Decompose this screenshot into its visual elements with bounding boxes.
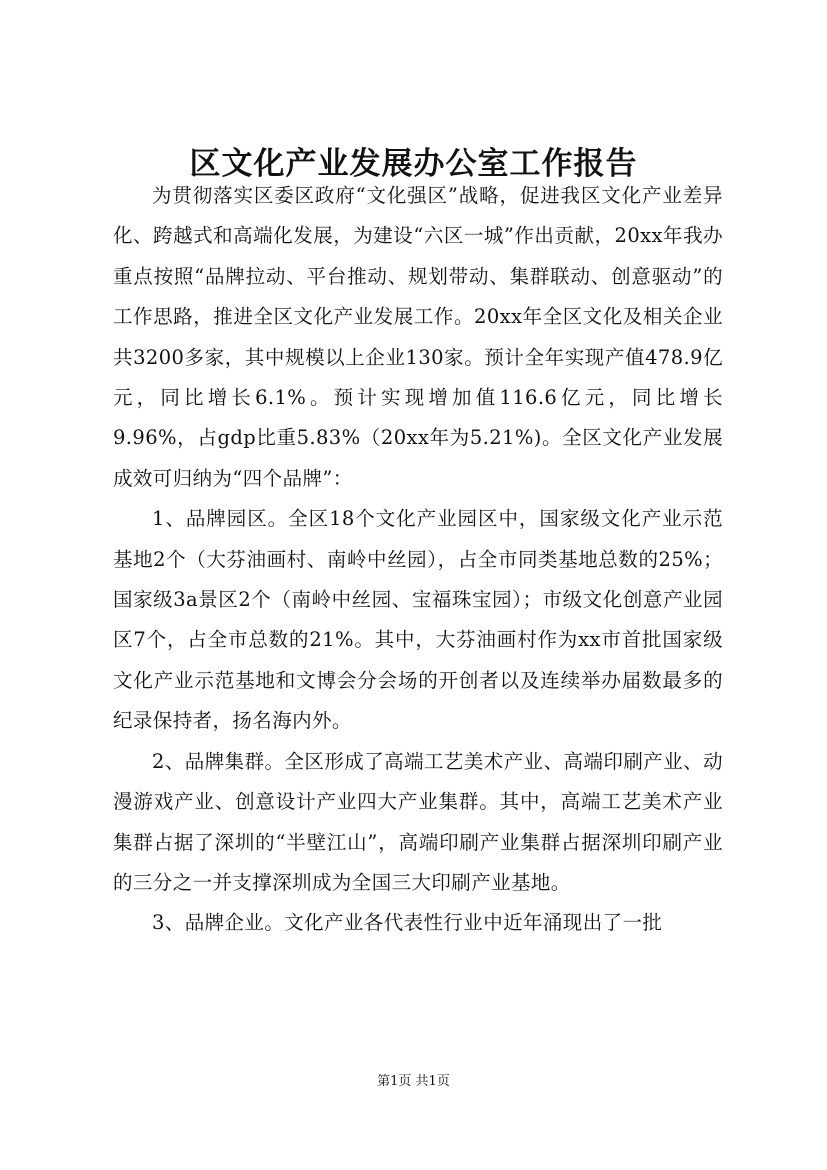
page-footer: 第1页 共1页: [377, 1074, 450, 1089]
document-title: 区文化产业发展办公室工作报告: [189, 146, 638, 182]
paragraph-brand-enterprises: 3、品牌企业。文化产业各代表性行业中近年涌现出了一批: [152, 911, 663, 935]
paragraph-brand-clusters: 2、品牌集群。全区形成了高端工艺美术产业、高端印刷产业、动漫游戏产业、创意设计产业四大产业集群。其中，高端工艺美术产业集群占据了深圳的“半壁江山”，高端印刷产业集群占据深圳印刷产业的三分之一并支撑深圳成为全国三大印刷产业基地。: [113, 749, 723, 894]
paragraph-brand-parks: 1、品牌园区。全区18个文化产业园区中，国家级文化产业示范基地2个（大芬油画村、南岭中丝园），占全市同类基地总数的25%；国家级3a景区2个（南岭中丝园、宝福珠宝园）；市级文化创意产业园区7个，占全市总数的21%。其中，大芬油画村作为xx市首批国家级文化产业示范基地和文博会分会场的开创者以及连续举办届数最多的纪录保持者，扬名海内外。: [113, 507, 723, 733]
paragraph-intro: 为贯彻落实区委区政府“文化强区”战略，促进我区文化产业差异化、跨越式和高端化发展，为建设“六区一城”作出贡献，20xx年我办重点按照“品牌拉动、平台推动、规划带动、集群联动、创意驱动”的工作思路，推进全区文化产业发展工作。20xx年全区文化及相关企业共3200多家，其中规模以上企业130家。预计全年实现产值478.9亿元，同比增长6.1%。预计实现增加值116.6亿元，同比增长9.96%，占gdp比重5.83%（20xx年为5.21%)。全区文化产业发展成效可归纳为“四个品牌”：: [113, 184, 723, 490]
document-body: [113, 176, 723, 944]
